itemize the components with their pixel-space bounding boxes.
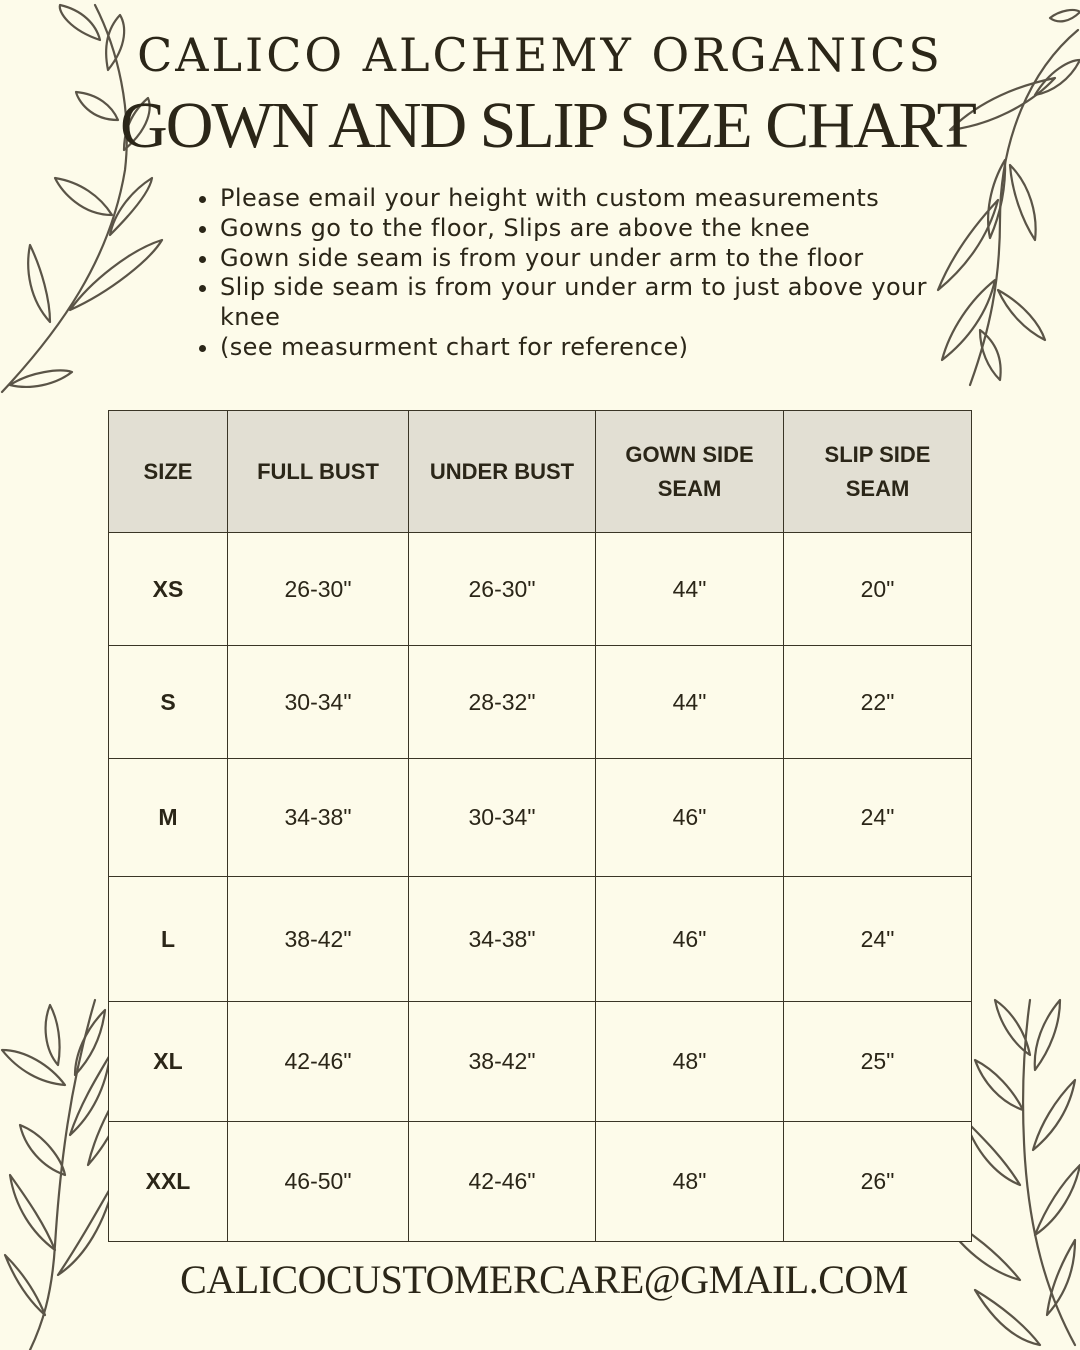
- column-header-full-bust: FULL BUST: [228, 411, 409, 533]
- table-row: [109, 759, 972, 877]
- table-header-row: [109, 411, 972, 533]
- size-chart-table: [108, 410, 972, 1242]
- under-bust-cell: 42-46": [409, 1122, 596, 1242]
- column-header-gown-side-seam: GOWN SIDE SEAM: [596, 411, 784, 533]
- gown-side-seam-cell: 48": [596, 1002, 784, 1122]
- full-bust-cell: 46-50": [228, 1122, 409, 1242]
- table-row: [109, 533, 972, 646]
- full-bust-cell: 34-38": [228, 759, 409, 877]
- column-header-size: SIZE: [109, 411, 228, 533]
- size-cell: XXL: [109, 1122, 228, 1242]
- full-bust-cell: 26-30": [228, 533, 409, 646]
- column-header-under-bust: UNDER BUST: [409, 411, 596, 533]
- under-bust-cell: 28-32": [409, 646, 596, 759]
- slip-side-seam-cell: 25": [784, 1002, 972, 1122]
- table-row: [109, 877, 972, 1002]
- table-row: [109, 1002, 972, 1122]
- gown-side-seam-cell: 46": [596, 877, 784, 1002]
- size-cell: S: [109, 646, 228, 759]
- under-bust-cell: 38-42": [409, 1002, 596, 1122]
- full-bust-cell: 42-46": [228, 1002, 409, 1122]
- size-cell: XS: [109, 533, 228, 646]
- note-item: • Slip side seam is from your under arm to just above your knee: [220, 273, 960, 333]
- under-bust-cell: 30-34": [409, 759, 596, 877]
- page-title: GOWN AND SLIP SIZE CHART: [120, 89, 975, 162]
- gown-side-seam-cell: 44": [596, 646, 784, 759]
- column-header-slip-side-seam: SLIP SIDE SEAM: [784, 411, 972, 533]
- under-bust-cell: 34-38": [409, 877, 596, 1002]
- gown-side-seam-cell: 44": [596, 533, 784, 646]
- note-item: • (see measurment chart for reference): [220, 333, 960, 363]
- slip-side-seam-cell: 26": [784, 1122, 972, 1242]
- table-row: [109, 646, 972, 759]
- note-item: • Please email your height with custom measurements: [220, 184, 960, 214]
- slip-side-seam-cell: 20": [784, 533, 972, 646]
- slip-side-seam-cell: 22": [784, 646, 972, 759]
- table-row: [109, 1122, 972, 1242]
- size-cell: XL: [109, 1002, 228, 1122]
- full-bust-cell: 38-42": [228, 877, 409, 1002]
- note-item: • Gowns go to the floor, Slips are above the knee: [220, 214, 960, 244]
- size-cell: L: [109, 877, 228, 1002]
- gown-side-seam-cell: 46": [596, 759, 784, 877]
- brand-name: CALICO ALCHEMY ORGANICS: [137, 28, 943, 82]
- full-bust-cell: 30-34": [228, 646, 409, 759]
- note-item: • Gown side seam is from your under arm to the floor: [220, 244, 960, 274]
- slip-side-seam-cell: 24": [784, 877, 972, 1002]
- notes-list: [196, 184, 960, 363]
- gown-side-seam-cell: 48": [596, 1122, 784, 1242]
- contact-email: CALICOCUSTOMERCARE@GMAIL.COM: [180, 1257, 908, 1302]
- size-cell: M: [109, 759, 228, 877]
- slip-side-seam-cell: 24": [784, 759, 972, 877]
- under-bust-cell: 26-30": [409, 533, 596, 646]
